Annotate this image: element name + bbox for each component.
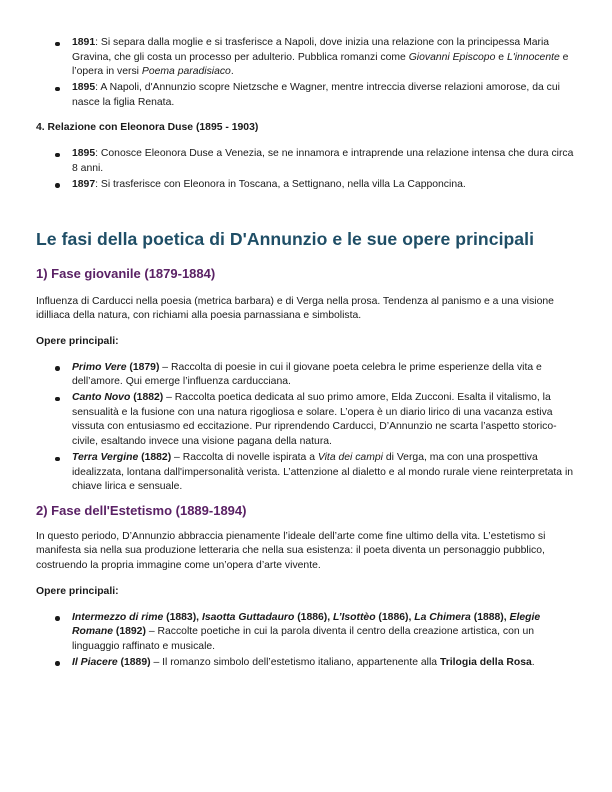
main-heading: Le fasi della poetica di D'Annunzio e le sue opere principali xyxy=(36,228,535,249)
list-item: 1895: A Napoli, d'Annunzio scopre Nietzsche e Wagner, mentre intreccia diverse relazioni amorose, da cui nasce la figlia Renata. xyxy=(72,81,576,110)
list-item: Terra Vergine (1882) – Raccolta di novelle ispirata a Vita dei campi di Verga, ma con una prospettiva idealizzata, lontana dall'impersonalità verista. L’attenzione al dialetto e al mondo rurale viene reinterpretata in chiave lirica e sensuale. xyxy=(72,451,576,495)
list-item: Il Piacere (1889) – Il romanzo simbolo dell’estetismo italiano, appartenente alla Trilogia della Rosa. xyxy=(72,656,576,671)
list-item: 1895: Conosce Eleonora Duse a Venezia, se ne innamora e intraprende una relazione intensa che dura circa 8 anni. xyxy=(72,147,576,176)
list-item: Canto Novo (1882) – Raccolta poetica dedicata al suo primo amore, Elda Zucconi. Esalta il vitalismo, la sensualità e la fusione con una natura rigogliosa e solare. L’opera è un diario lirico di una vacanza estiva vissuta con entusiasmo ed eccitazione. Pur riprendendo Carducci, D’Annunzio ne scarta l’aspetto storico-civile, esaltando invece una visione pagana della natura. xyxy=(72,391,576,449)
phase-2-heading: 2) Fase dell'Estetismo (1889-1894) xyxy=(36,502,247,518)
list-item: Intermezzo di rime (1883), Isaotta Guttadauro (1886), L’Isottèo (1886), La Chimera (1888), Elegie Romane (1892) – Raccolte poetiche in cui la parola diventa il centro della creazione artistica, con un linguaggio raffinato e musicale. xyxy=(72,611,576,655)
phase-2-intro: In questo periodo, D’Annunzio abbraccia pienamente l’ideale dell’arte come fine ultimo della vita. L’estetismo si manifesta sia nella sua produzione letteraria che nella sua esistenza: il poeta diventa un personaggio pubblico, costruendo la propria immagine come un’opera d’arte vivente. xyxy=(36,530,546,572)
phase-1-intro: Influenza di Carducci nella poesia (metrica barbara) e di Verga nella prosa. Tendenza al panismo e a una visione idilliaca della natura, con richiami alla poesia parnassiana e simbolista. xyxy=(36,295,554,322)
list-item: Primo Vere (1879) – Raccolta di poesie in cui il giovane poeta celebra le prime esperienze della vita e dell’amore. Qui emerge l’influenza carducciana. xyxy=(72,361,576,390)
list-item: 1897: Si trasferisce con Eleonora in Toscana, a Settignano, nella villa La Capponcina. xyxy=(72,178,576,193)
section-4-heading: 4. Relazione con Eleonora Duse (1895 - 1903) xyxy=(36,122,259,134)
phase-1-heading: 1) Fase giovanile (1879-1884) xyxy=(36,265,216,281)
phase-1-works-label: Opere principali: xyxy=(36,335,119,347)
list-item: 1891: Si separa dalla moglie e si trasferisce a Napoli, dove inizia una relazione con la principessa Maria Gravina, che gli costa un processo per adulterio. Pubblica romanzi come Giovanni Episcopo e L'innocente e l’opera in versi Poema paradisiaco. xyxy=(72,36,576,80)
section-4-list xyxy=(36,147,576,192)
phase-2-works-label: Opere principali: xyxy=(36,585,119,597)
phase-1-works-list xyxy=(36,361,576,495)
bullet-list-1891-1895 xyxy=(36,36,576,110)
phase-2-works-list xyxy=(36,611,576,671)
